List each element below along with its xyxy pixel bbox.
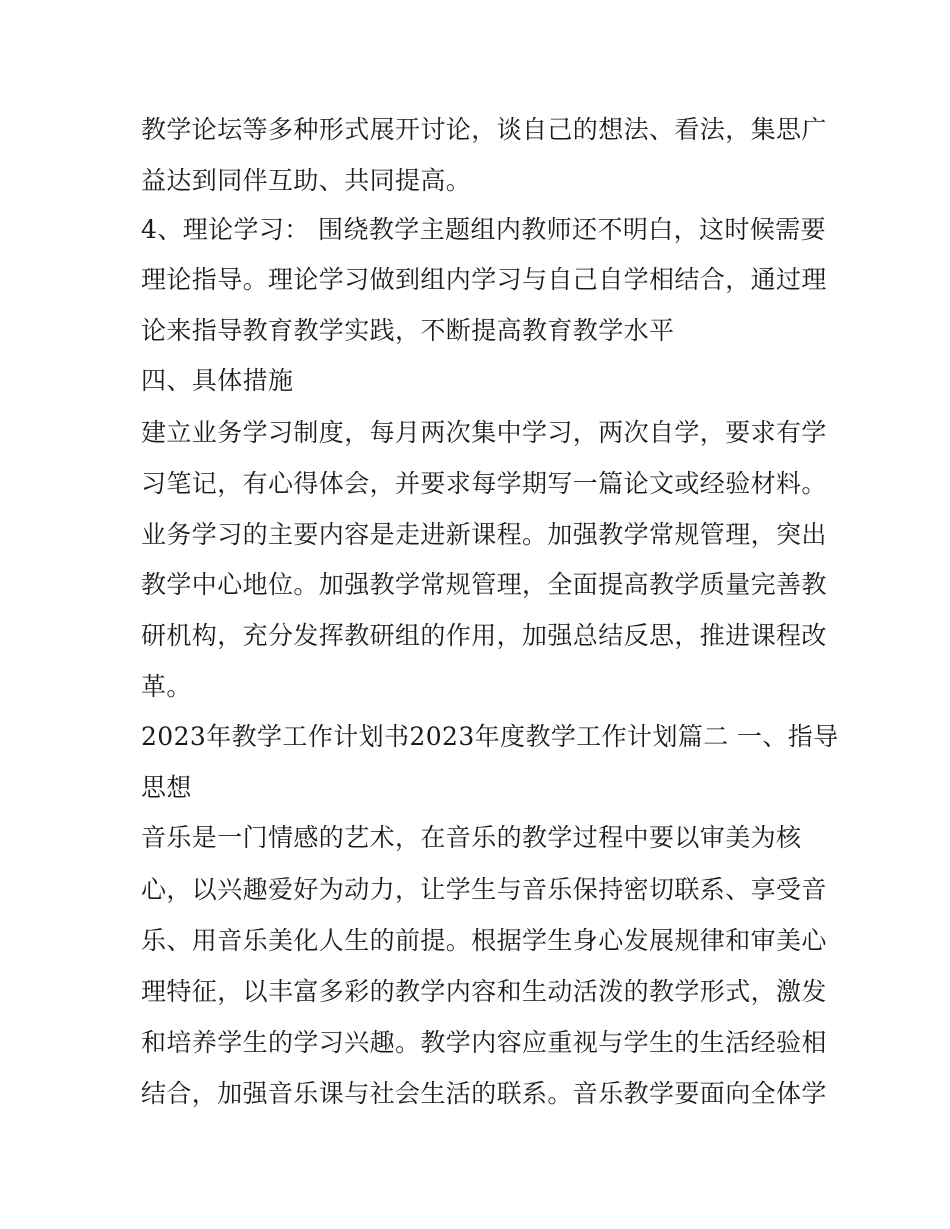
text-line: 教学中心地位。加强教学常规管理，全面提高教学质量完善教 (141, 570, 827, 599)
text-line: 理论指导。理论学习做到组内学习与自己自学相结合，通过理 (141, 265, 827, 294)
section-heading: 四、具体措施 (141, 366, 294, 395)
text-line: 教学论坛等多种形式展开讨论，谈自己的想法、看法，集思广 (141, 115, 827, 144)
text-line: 建立业务学习制度，每月两次集中学习，两次自学，要求有学 (141, 418, 827, 447)
text-line: 研机构，充分发挥教研组的作用，加强总结反思，推进课程改 (141, 621, 827, 650)
text-line: 音乐是一门情感的艺术，在音乐的教学过程中要以审美为核 (141, 823, 802, 852)
text-line: 业务学习的主要内容是走进新课程。加强教学常规管理，突出 (141, 520, 827, 549)
text-line: 习笔记，有心得体会，并要求每学期写一篇论文或经验材料。 (141, 469, 827, 498)
text-line: 乐、用音乐美化人生的前提。根据学生身心发展规律和审美心 (141, 926, 827, 955)
text-line: 心，以兴趣爱好为动力，让学生与音乐保持密切联系、享受音 (141, 875, 827, 904)
text-line: 益达到同伴互助、共同提高。 (141, 166, 472, 195)
text-line: 理特征，以丰富多彩的教学内容和生动活泼的教学形式，激发 (141, 977, 827, 1006)
text-line: 结合，加强音乐课与社会生活的联系。音乐教学要面向全体学 (141, 1079, 827, 1108)
text-line: 2023年教学工作计划书2023年度教学工作计划篇二 一、指导 (141, 722, 839, 751)
text-line: 革。 (141, 672, 192, 701)
text-line: 和培养学生的学习兴趣。教学内容应重视与学生的生活经验相 (141, 1028, 827, 1057)
text-line: 4、理论学习： 围绕教学主题组内教师还不明白，这时候需要 (141, 215, 827, 244)
text-line: 论来指导教育教学实践，不断提高教育教学水平 (141, 316, 675, 345)
text-line: 思想 (141, 773, 192, 802)
